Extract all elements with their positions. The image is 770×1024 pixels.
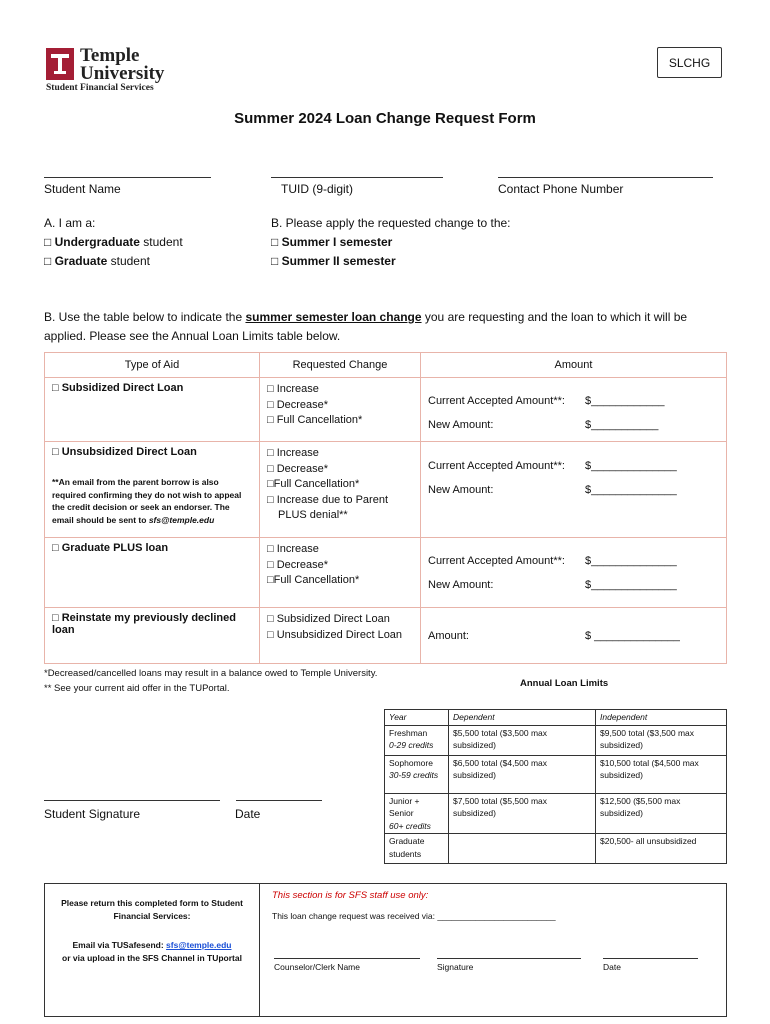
current-amount-field[interactable]: $______________ bbox=[585, 460, 677, 472]
change-options bbox=[260, 538, 421, 608]
section-a bbox=[44, 214, 183, 271]
change-options bbox=[260, 442, 421, 538]
table-instructions: B. Use the table below to indicate the summer semester loan change you are requesting and the loan to which it will be applied. Please see the Annual Loan Limits table below. bbox=[44, 310, 688, 343]
table-row bbox=[45, 538, 727, 608]
aid-type-subsidized[interactable]: □ Subsidized Direct Loan bbox=[45, 378, 260, 442]
section-a-heading: A. I am a: bbox=[44, 216, 96, 230]
footnote: ** See your current aid offer in the TUPortal. bbox=[44, 683, 230, 694]
student-name-field[interactable] bbox=[44, 177, 211, 178]
staff-use-box bbox=[259, 883, 727, 1017]
change-option-cont: PLUS denial** bbox=[278, 509, 348, 521]
annual-limits-table bbox=[384, 709, 727, 864]
limits-row: Junior + Senior 60+ credits $7,500 total ($5,500 max subsidized) $12,500 ($5,500 max subsidized) bbox=[385, 793, 727, 834]
section-b-heading: B. Please apply the requested change to the: bbox=[271, 216, 511, 230]
new-amount-field[interactable]: $______________ bbox=[585, 579, 677, 591]
limits-row: Freshman 0-29 credits $5,500 total ($3,500 max subsidized) $9,500 total ($3,500 max subsidized) bbox=[385, 725, 727, 755]
section-b-semester bbox=[271, 214, 511, 271]
change-option[interactable]: □ Subsidized Direct Loan bbox=[267, 613, 390, 625]
safesend-line: Email via TUSafesend: sfs@temple.edu bbox=[72, 940, 232, 950]
change-option[interactable]: □Full Cancellation* bbox=[267, 574, 360, 586]
header-type: Type of Aid bbox=[45, 353, 260, 378]
reinstate-amount-field[interactable]: $ ______________ bbox=[585, 630, 680, 642]
change-option[interactable]: □ Decrease* bbox=[267, 462, 329, 475]
change-options bbox=[260, 608, 421, 664]
aid-type-unsubsidized[interactable]: □ Unsubsidized Direct Loan **An email from the parent borrow is also required confirming they do not wish to appeal the credit decision or seek an endorser. The email should be sent to sfs@temple.edu bbox=[45, 442, 260, 538]
current-amount-field[interactable]: $____________ bbox=[585, 395, 665, 407]
form-title: Summer 2024 Loan Change Request Form bbox=[234, 110, 536, 127]
phone-field[interactable] bbox=[498, 177, 713, 178]
staff-section-title: This section is for SFS staff use only: bbox=[272, 890, 429, 901]
date-field[interactable] bbox=[236, 800, 322, 801]
sfs-email-link[interactable]: sfs@temple.edu bbox=[166, 940, 232, 950]
new-amount-field[interactable]: $___________ bbox=[585, 419, 659, 431]
staff-signature-label: Signature bbox=[437, 962, 474, 972]
checkbox-icon[interactable]: □ bbox=[271, 235, 279, 249]
amount-cell: Current Accepted Amount**: $______________ New Amount: $______________ bbox=[421, 442, 727, 538]
loan-change-table bbox=[44, 352, 727, 664]
staff-date-field[interactable] bbox=[603, 958, 698, 959]
table-row bbox=[45, 378, 727, 442]
signature-label: Student Signature bbox=[44, 807, 141, 821]
aid-type-grad-plus[interactable]: □ Graduate PLUS loan bbox=[45, 538, 260, 608]
parent-email-note: **An email from the parent borrow is also required confirming they do not wish to appeal the credit decision or seek an endorser. The email should be sent to sfs@temple.edu bbox=[52, 477, 242, 525]
limits-header-row: Year Dependent Independent bbox=[385, 710, 727, 726]
tuid-field[interactable] bbox=[271, 177, 443, 178]
tuid-label: TUID (9-digit) bbox=[281, 182, 354, 196]
undergraduate-option[interactable]: □ Undergraduate student bbox=[44, 235, 183, 249]
signature-field[interactable] bbox=[44, 800, 220, 801]
summer-1-option[interactable]: □ Summer I semester bbox=[271, 235, 393, 249]
date-label: Date bbox=[235, 807, 261, 821]
counselor-name-label: Counselor/Clerk Name bbox=[274, 962, 360, 972]
limits-row: Sophomore 30-59 credits $6,500 total ($4,500 max subsidized) $10,500 total ($4,500 max subsidized) bbox=[385, 755, 727, 793]
staff-date-label: Date bbox=[603, 962, 621, 972]
summer-2-option[interactable]: □ Summer II semester bbox=[271, 254, 396, 268]
amount-cell: Current Accepted Amount**: $____________ New Amount: $___________ bbox=[421, 378, 727, 442]
checkbox-icon[interactable]: □ bbox=[44, 235, 52, 249]
temple-logo-mark bbox=[46, 48, 74, 80]
student-name-label: Student Name bbox=[44, 182, 121, 196]
return-instructions-box bbox=[44, 883, 260, 1017]
change-option[interactable]: □ Increase bbox=[267, 543, 319, 555]
amount-cell: Current Accepted Amount**: $______________ New Amount: $______________ bbox=[421, 538, 727, 608]
limits-row: Graduate students $20,500- all unsubsidized bbox=[385, 834, 727, 864]
change-option[interactable]: □ Full Cancellation* bbox=[267, 414, 363, 426]
change-option[interactable]: □ Increase bbox=[267, 447, 319, 459]
staff-signature-field[interactable] bbox=[437, 958, 581, 959]
new-amount-field[interactable]: $______________ bbox=[585, 484, 677, 496]
change-options bbox=[260, 378, 421, 442]
change-option[interactable]: □ Increase due to Parent bbox=[267, 493, 388, 506]
change-option[interactable]: □ Decrease* bbox=[267, 398, 329, 411]
table-row bbox=[45, 608, 727, 664]
logo-subtitle: Student Financial Services bbox=[46, 83, 154, 93]
checkbox-icon[interactable]: □ bbox=[44, 254, 52, 268]
amount-cell: Amount: $ ______________ bbox=[421, 608, 727, 664]
phone-label: Contact Phone Number bbox=[498, 182, 624, 196]
checkbox-icon[interactable]: □ bbox=[271, 254, 279, 268]
table-row bbox=[45, 442, 727, 538]
change-option[interactable]: □Full Cancellation* bbox=[267, 478, 360, 490]
upload-line: or via upload in the SFS Channel in TUportal bbox=[62, 953, 242, 963]
table-header-row bbox=[45, 353, 727, 378]
annual-limits-title: Annual Loan Limits bbox=[520, 678, 609, 689]
current-amount-field[interactable]: $______________ bbox=[585, 555, 677, 567]
form-code-badge: SLCHG bbox=[657, 47, 722, 78]
change-option[interactable]: □ Decrease* bbox=[267, 558, 329, 571]
aid-type-reinstate[interactable]: □ Reinstate my previously declined loan bbox=[45, 608, 260, 664]
counselor-name-field[interactable] bbox=[274, 958, 420, 959]
return-instructions: Please return this completed form to Student Financial Services: bbox=[61, 898, 243, 921]
footnote: *Decreased/cancelled loans may result in a balance owed to Temple University. bbox=[44, 668, 378, 679]
change-option[interactable]: □ Increase bbox=[267, 383, 319, 395]
received-via-line[interactable]: This loan change request was received via: _________________________ bbox=[272, 911, 556, 921]
footnotes bbox=[44, 666, 377, 696]
header-amount: Amount bbox=[421, 353, 727, 378]
logo-name-line1: Temple bbox=[80, 45, 140, 66]
header-change: Requested Change bbox=[260, 353, 421, 378]
logo-name-line2: University bbox=[80, 63, 165, 84]
change-option[interactable]: □ Unsubsidized Direct Loan bbox=[267, 628, 403, 641]
graduate-option[interactable]: □ Graduate student bbox=[44, 254, 150, 268]
